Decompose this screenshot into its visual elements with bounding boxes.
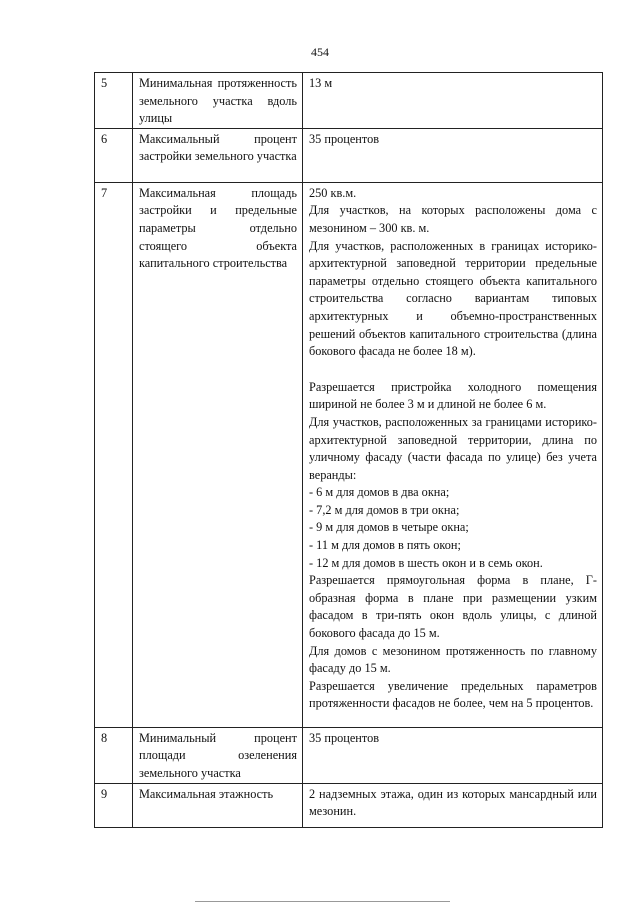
value-paragraph: 2 надземных этажа, один из которых мансардный или мезонин.	[309, 786, 597, 819]
row-number: 6	[95, 128, 133, 182]
value-paragraph: - 7,2 м для домов в три окна;	[309, 502, 460, 517]
value-paragraph: Для участков, на которых расположены дома с мезонином – 300 кв. м.	[309, 203, 597, 235]
value-paragraph: Для участков, расположенных за границами историко-архитектурной заповедной территории, длина по уличному фасаду (части фасада по улице) без учета веранды:	[309, 414, 597, 482]
parameter-value	[303, 128, 603, 182]
value-paragraph: 13 м	[309, 76, 333, 90]
table-row	[95, 182, 603, 727]
parameter-name: Минимальная протяженность земельного участка вдоль улицы	[133, 73, 303, 129]
value-paragraph: - 12 м для домов в шесть окон и в семь окон.	[309, 555, 543, 570]
parameter-value	[303, 182, 603, 727]
paragraph-gap	[309, 361, 597, 379]
table-row	[95, 783, 603, 827]
row-number: 7	[95, 182, 133, 727]
parameter-name: Максимальная площадь застройки и предельные параметры отдельно стоящего объекта капитального строительства	[133, 182, 303, 727]
page-bottom-rule	[195, 901, 450, 902]
value-paragraph: Разрешается пристройка холодного помещения шириной не более 3 м и длиной не более 6 м.	[309, 379, 597, 412]
value-paragraph: 250 кв.м.	[309, 185, 357, 200]
value-paragraph: 35 процентов	[309, 131, 380, 146]
parameters-table	[94, 72, 603, 828]
parameter-name: Максимальная этажность	[133, 783, 303, 827]
page-number: 454	[311, 45, 329, 59]
value-paragraph: - 11 м для домов в пять окон;	[309, 538, 461, 553]
value-paragraph: 35 процентов	[309, 730, 380, 745]
value-paragraph: Для участков, расположенных в границах историко-архитектурной заповедной территории предельные параметры отдельно стоящего объекта капитального строительства согласно вариантам типовых архитектурных и объемно-пространственных решений объектов капитального строительства (длина бокового фасада не более 18 м).	[309, 238, 597, 359]
value-paragraph: Разрешается увеличение предельных параметров протяженности фасадов не более, чем на 5 процентов.	[309, 678, 597, 711]
table-row	[95, 73, 603, 129]
value-paragraph: Разрешается прямоугольная форма в плане, Г-образная форма в плане при размещении узким фасадом в три-пять окон вдоль улицы, с длиной бокового фасада до 15 м.	[309, 573, 597, 641]
row-number: 5	[95, 73, 133, 129]
parameter-name: Минимальный процент площади озеленения земельного участка	[133, 727, 303, 783]
table-row	[95, 727, 603, 783]
parameter-value	[303, 73, 603, 129]
row-number: 9	[95, 783, 133, 827]
value-paragraph: - 6 м для домов в два окна;	[309, 485, 450, 500]
value-paragraph: - 9 м для домов в четыре окна;	[309, 520, 469, 535]
value-paragraph: Для домов с мезонином протяженность по главному фасаду до 15 м.	[309, 643, 597, 676]
table-row	[95, 128, 603, 182]
row-number: 8	[95, 727, 133, 783]
parameter-name: Максимальный процент застройки земельного участка	[133, 128, 303, 182]
parameter-value	[303, 727, 603, 783]
parameter-value	[303, 783, 603, 827]
